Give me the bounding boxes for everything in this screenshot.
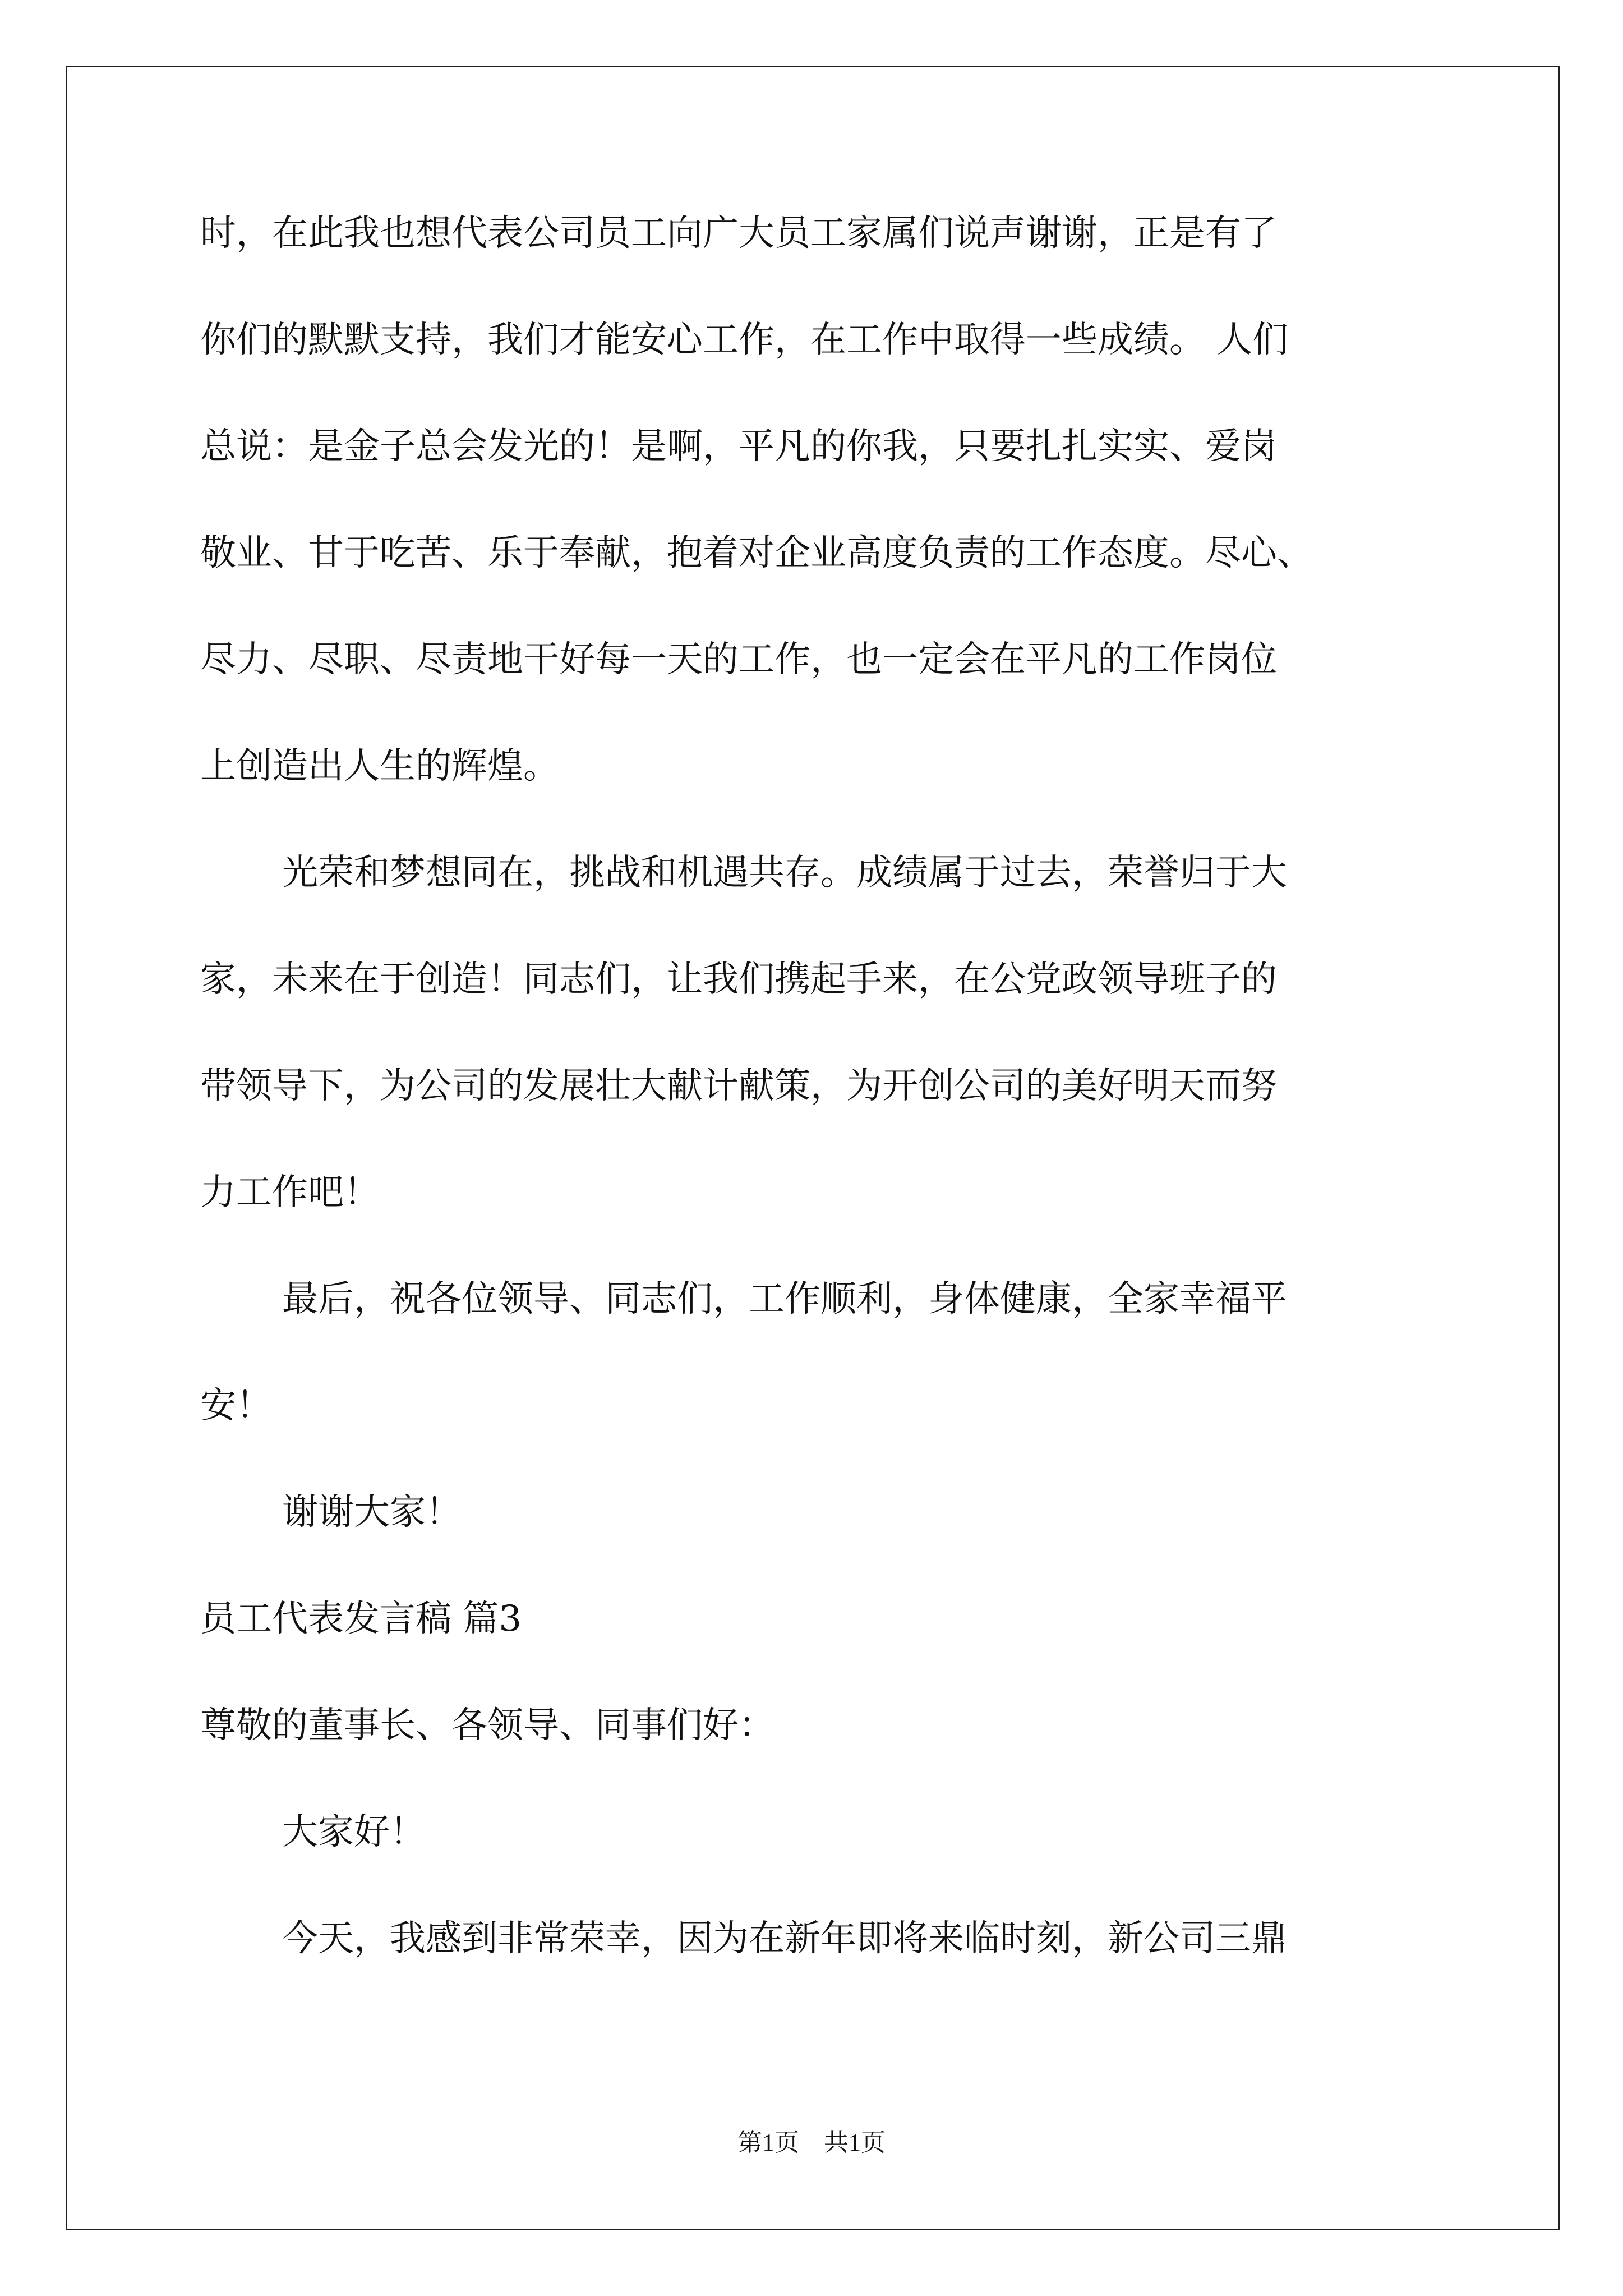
paragraph-line: 力工作吧！ (200, 1172, 380, 1213)
paragraph-line: 总说：是金子总会发光的！是啊，平凡的你我，只要扎扎实实、爱岗 (200, 426, 1277, 467)
paragraph-line: 你们的默默支持，我们才能安心工作，在工作中取得一些成绩。 人们 (200, 319, 1289, 361)
paragraph-line: 谢谢大家！ (282, 1492, 462, 1533)
section-heading: 员工代表发言稿 篇3 (200, 1598, 522, 1640)
salutation: 尊敬的董事长、各领导、同事们好： (200, 1705, 774, 1746)
page-border (66, 66, 1560, 2230)
paragraph-line: 时，在此我也想代表公司员工向广大员工家属们说声谢谢，正是有了 (200, 213, 1277, 254)
paragraph-line: 尽力、尽职、尽责地干好每一天的工作，也一定会在平凡的工作岗位 (200, 639, 1277, 680)
page-footer: 第1页 共1页 (737, 2129, 886, 2156)
paragraph-line: 敬业、甘于吃苦、乐于奉献，抱着对企业高度负责的工作态度。尽心、 (200, 532, 1313, 574)
paragraph-line: 光荣和梦想同在，挑战和机遇共存。成绩属于过去，荣誉归于大 (282, 852, 1287, 894)
paragraph-line: 带领导下，为公司的发展壮大献计献策，为开创公司的美好明天而努 (200, 1065, 1277, 1107)
paragraph-line: 大家好！ (282, 1811, 426, 1853)
paragraph-line: 最后，祝各位领导、同志们，工作顺利，身体健康，全家幸福平 (282, 1278, 1287, 1320)
paragraph-line: 上创造出人生的辉煌。 (200, 746, 559, 787)
paragraph-line: 今天，我感到非常荣幸，因为在新年即将来临时刻，新公司三鼎 (282, 1918, 1287, 1959)
paragraph-line: 安！ (200, 1385, 272, 1427)
paragraph-line: 家，未来在于创造！同志们，让我们携起手来，在公党政领导班子的 (200, 959, 1277, 1000)
